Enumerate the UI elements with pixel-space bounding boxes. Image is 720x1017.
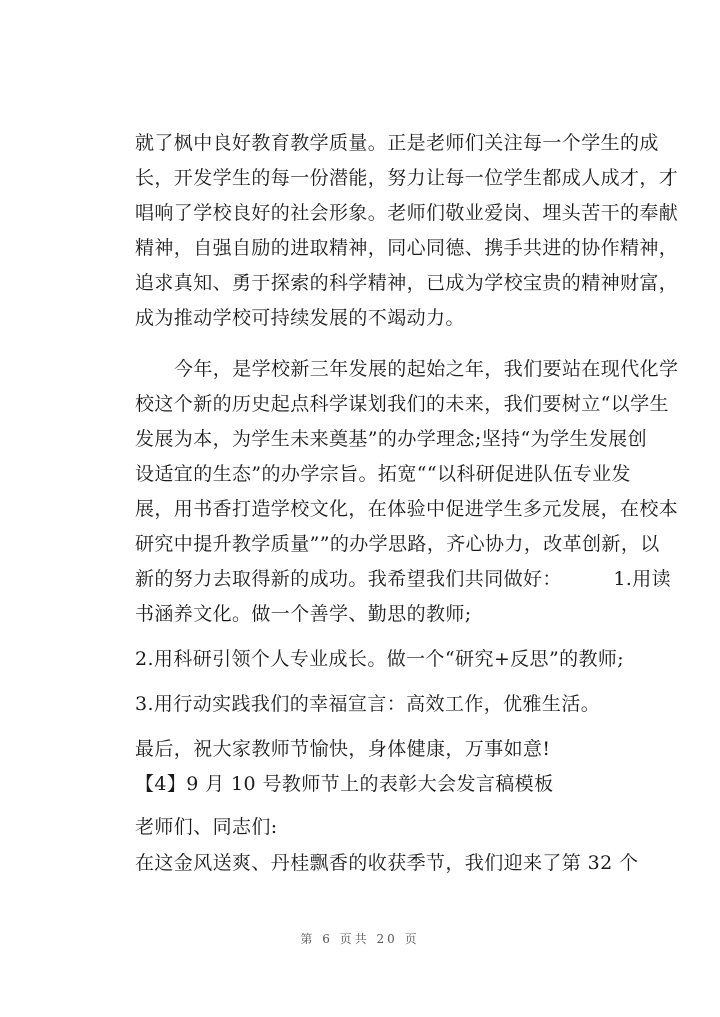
- text-line: 在这金风送爽、丹桂飘香的收获季节，我们迎来了第 32 个: [135, 852, 639, 874]
- text-line: 新的努力去取得新的成功。我希望我们共同做好： 1.用读: [135, 568, 672, 590]
- text-line: 精神，自强自励的进取精神，同心同德、携手共进的协作精神，: [135, 237, 679, 259]
- salutation: 老师们、同志们:: [135, 816, 278, 838]
- text-line: 书涵养文化。做一个善学、勤思的教师;: [135, 603, 472, 625]
- closing-line: 最后，祝大家教师节愉快，身体健康，万事如意!: [135, 738, 551, 760]
- text-line: 校这个新的历史起点科学谋划我们的未来，我们要树立“以学生: [135, 393, 669, 415]
- text-line: 唱响了学校良好的社会形象。老师们敬业爱岗、埋头苦干的奉献: [135, 202, 679, 224]
- text-line: 就了枫中良好教育教学质量。正是老师们关注每一个学生的成: [135, 132, 659, 154]
- section-heading: 【4】9 月 10 号教师节上的表彰大会发言稿模板: [135, 773, 554, 795]
- text-line: 研究中提升教学质量””的办学思路，齐心协力，改革创新，以: [135, 533, 660, 555]
- page-number: 第 6 页共 20 页: [300, 932, 420, 946]
- text-line: 设适宜的生态”的办学宗旨。拓宽““以科研促进队伍专业发: [135, 463, 631, 485]
- text-line: 今年，是学校新三年发展的起始之年，我们要站在现代化学: [174, 358, 679, 380]
- list-item-3: 3.用行动实践我们的幸福宣言：高效工作，优雅生活。: [135, 693, 601, 715]
- text-line: 展，用书香打造学校文化，在体验中促进学生多元发展，在校本: [135, 498, 679, 520]
- text-line: 成为推动学校可持续发展的不竭动力。: [135, 307, 465, 329]
- text-line: 发展为本，为学生未来奠基”的办学理念;坚持“为学生发展创: [135, 428, 648, 450]
- text-line: 追求真知、勇于探索的科学精神，已成为学校宝贵的精神财富，: [135, 272, 679, 294]
- list-item-2: 2.用科研引领个人专业成长。做一个“研究+反思”的教师;: [135, 648, 625, 670]
- text-line: 长，开发学生的每一份潜能，努力让每一位学生都成人成才，才: [135, 167, 679, 189]
